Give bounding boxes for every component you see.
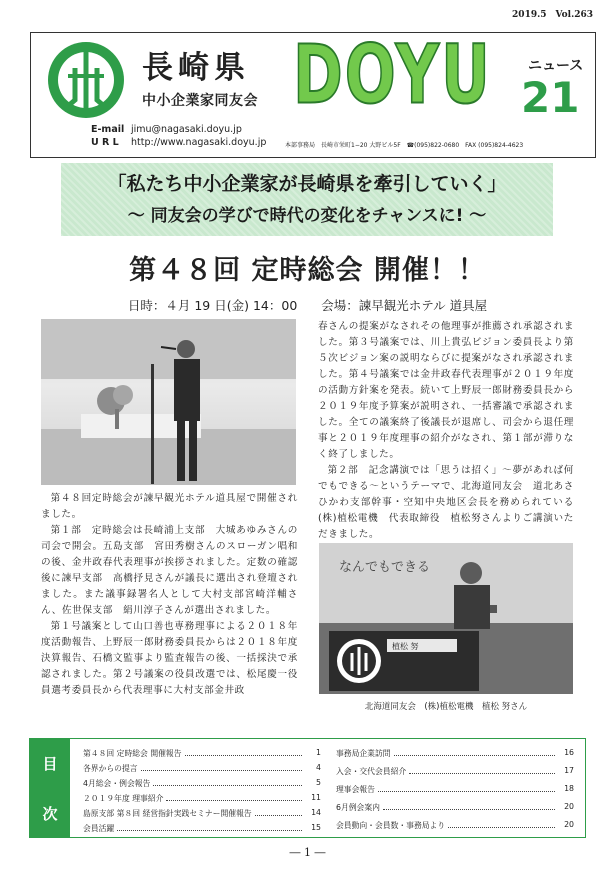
toc-item[interactable]: [336, 820, 574, 831]
masthead: [30, 28, 596, 158]
article-headline: 第４８回 定時総会 開催！！: [129, 255, 486, 286]
toc-leader-dots: [153, 785, 302, 786]
toc-item-page: 15: [311, 823, 321, 832]
email-link[interactable]: jimu@nagasaki.doyu.jp: [131, 124, 242, 135]
toc-item-title: 各界からの提言: [83, 764, 138, 773]
slogan-banner: [61, 163, 553, 236]
toc-item[interactable]: [83, 778, 321, 789]
article-right-column: [318, 319, 574, 543]
toc-item-title: 会員動向・会員数・事務局より: [336, 821, 446, 830]
toc-item[interactable]: [83, 763, 321, 774]
lecture-photo: [319, 543, 573, 694]
toc-item-page: 20: [564, 820, 574, 829]
toc-item-title: 島原支部 第８回 経営指針実践セミナー開催報告: [83, 809, 252, 818]
toc-item[interactable]: [83, 793, 321, 804]
toc-item[interactable]: [83, 823, 321, 834]
doyu-brand: DOYU: [293, 28, 492, 123]
toc-item[interactable]: [336, 802, 574, 813]
article-paragraph: 第１号議案として山口善也専務理事による２０１８年度活動報告、上野辰一郎財務委員長からは２０１８年度決算報告、石橋文監事より監査報告の後、一括採決で承認されました。第２号議案の役員改選では、松尾慶一役員選考委員長から代表理事に大村支部金井政: [41, 621, 298, 696]
toc-item-page: 14: [311, 808, 321, 817]
slogan-main: 「私たち中小企業家が長崎県を牽引していく」: [107, 173, 507, 195]
prefecture-name: 長崎県: [142, 50, 250, 86]
doyu-logo-icon: [48, 42, 124, 118]
email-label: E-mail: [91, 124, 125, 135]
toc-leader-dots: [141, 770, 302, 771]
toc-item-title: 第４８回 定時総会 開催報告: [83, 749, 182, 758]
issue-line: 2019.5 Vol.263: [512, 10, 593, 20]
toc-item-title: 事務局企業訪問: [336, 749, 391, 758]
toc-leader-dots: [378, 791, 555, 792]
toc-label: 目 次: [30, 739, 70, 837]
toc-leader-dots: [185, 755, 302, 756]
toc-item[interactable]: [336, 748, 574, 759]
toc-item-title: 6月例会案内: [336, 803, 380, 812]
news-label: ニュース: [528, 58, 584, 74]
speaker-photo: [41, 319, 296, 485]
toc-item-title: ２０１９年度 理事紹介: [83, 794, 164, 803]
toc-leader-dots: [255, 815, 302, 816]
event-meta: [0, 296, 615, 314]
toc-leader-dots: [117, 830, 302, 831]
toc-leader-dots: [448, 827, 555, 828]
lecture-photo-caption: 北海道同友会 (株)植松電機 植松 努さん: [364, 702, 528, 712]
toc-item-page: 11: [311, 793, 321, 802]
toc-item-page: 4: [316, 763, 321, 772]
toc-item-title: 入会・交代会員紹介: [336, 767, 407, 776]
article-left-column: [41, 491, 298, 699]
toc-leader-dots: [166, 800, 302, 801]
toc-item-page: 20: [564, 802, 574, 811]
issue-number: 21: [521, 73, 580, 122]
article-paragraph: 春さんの提案がなされその他理事が推薦され承認されました。第３号議案では、川上貴弘ビジョン委員長より第５次ビジョン案の説明ならびに提案がなされ承認されました。第４号議案では金井政春代表理事が２０１９年度の活動方針案を発表。続いて上野辰一郎財務委員長から２０１９年度予算案が説明され、一括審議で承認されました。全ての議案終了後議長が退席し、司会から退任理事と２０１９年度理事の紹介がなされ、第１部が滞りなく終了しました。: [318, 321, 574, 460]
slide-text: なんでもできる: [339, 560, 431, 575]
contact-info: [91, 123, 266, 149]
event-venue: 会場：諫早観光ホテル 道具屋: [321, 298, 488, 313]
url-label: U R L: [91, 137, 119, 148]
toc-item[interactable]: [336, 766, 574, 777]
article-paragraph: 第４８回定時総会が諫早観光ホテル道具屋で開催されました。: [41, 493, 298, 520]
office-address: 本部事務局 長崎市栄町1−20 大野ビル5F ☎(095)822-0680 FAX (095)824-4623: [285, 142, 524, 149]
toc-item-page: 18: [564, 784, 574, 793]
event-date: 日時：４月 19 日(金) 14：00: [127, 298, 298, 313]
url-link[interactable]: http://www.nagasaki.doyu.jp: [131, 137, 267, 148]
podium-name-plate: 植松 努: [392, 642, 419, 651]
slogan-sub: 〜 同友会の学びで時代の変化をチャンスに! 〜: [127, 206, 487, 226]
toc-item[interactable]: [336, 784, 574, 795]
article-paragraph: 第１部 定時総会は長崎浦上支部 大城あゆみさんの司会で開会。五島支部 宮田秀樹さんのスローガン唱和の後、金井政春代表理事が挨拶されました。定数の確認後に諫早支部 高橋抒見さんが議長に選出され登壇されました。また議事録署名人として大村支部宮崎洋輔さん、佐世保支部 絹川淳子さんが選出されました。: [41, 525, 298, 616]
toc-item-title: 4月総会・例会報告: [83, 779, 151, 788]
toc-item-page: 5: [316, 778, 321, 787]
table-of-contents: [29, 738, 586, 838]
toc-item-page: 1: [316, 748, 321, 757]
toc-item[interactable]: [83, 748, 321, 759]
article-paragraph: 第２部 記念講演では「思うは招く」〜夢があれば何でもできる〜というテーマで、北海道同友会 道北あさひかわ支部幹事・空知中央地区会長を務められている(株)植松電機 代表取締役 植松努さんよりご講演いただきました。: [318, 465, 574, 540]
toc-leader-dots: [409, 773, 555, 774]
association-name: 中小企業家同友会: [142, 93, 258, 109]
toc-leader-dots: [394, 755, 555, 756]
toc-item[interactable]: [83, 808, 321, 819]
page-number: ― 1 ―: [289, 846, 326, 859]
toc-leader-dots: [383, 809, 555, 810]
toc-item-title: 理事会報告: [336, 785, 375, 794]
toc-item-title: 会員活躍: [83, 824, 115, 833]
toc-item-page: 16: [564, 748, 574, 757]
toc-item-page: 17: [564, 766, 574, 775]
